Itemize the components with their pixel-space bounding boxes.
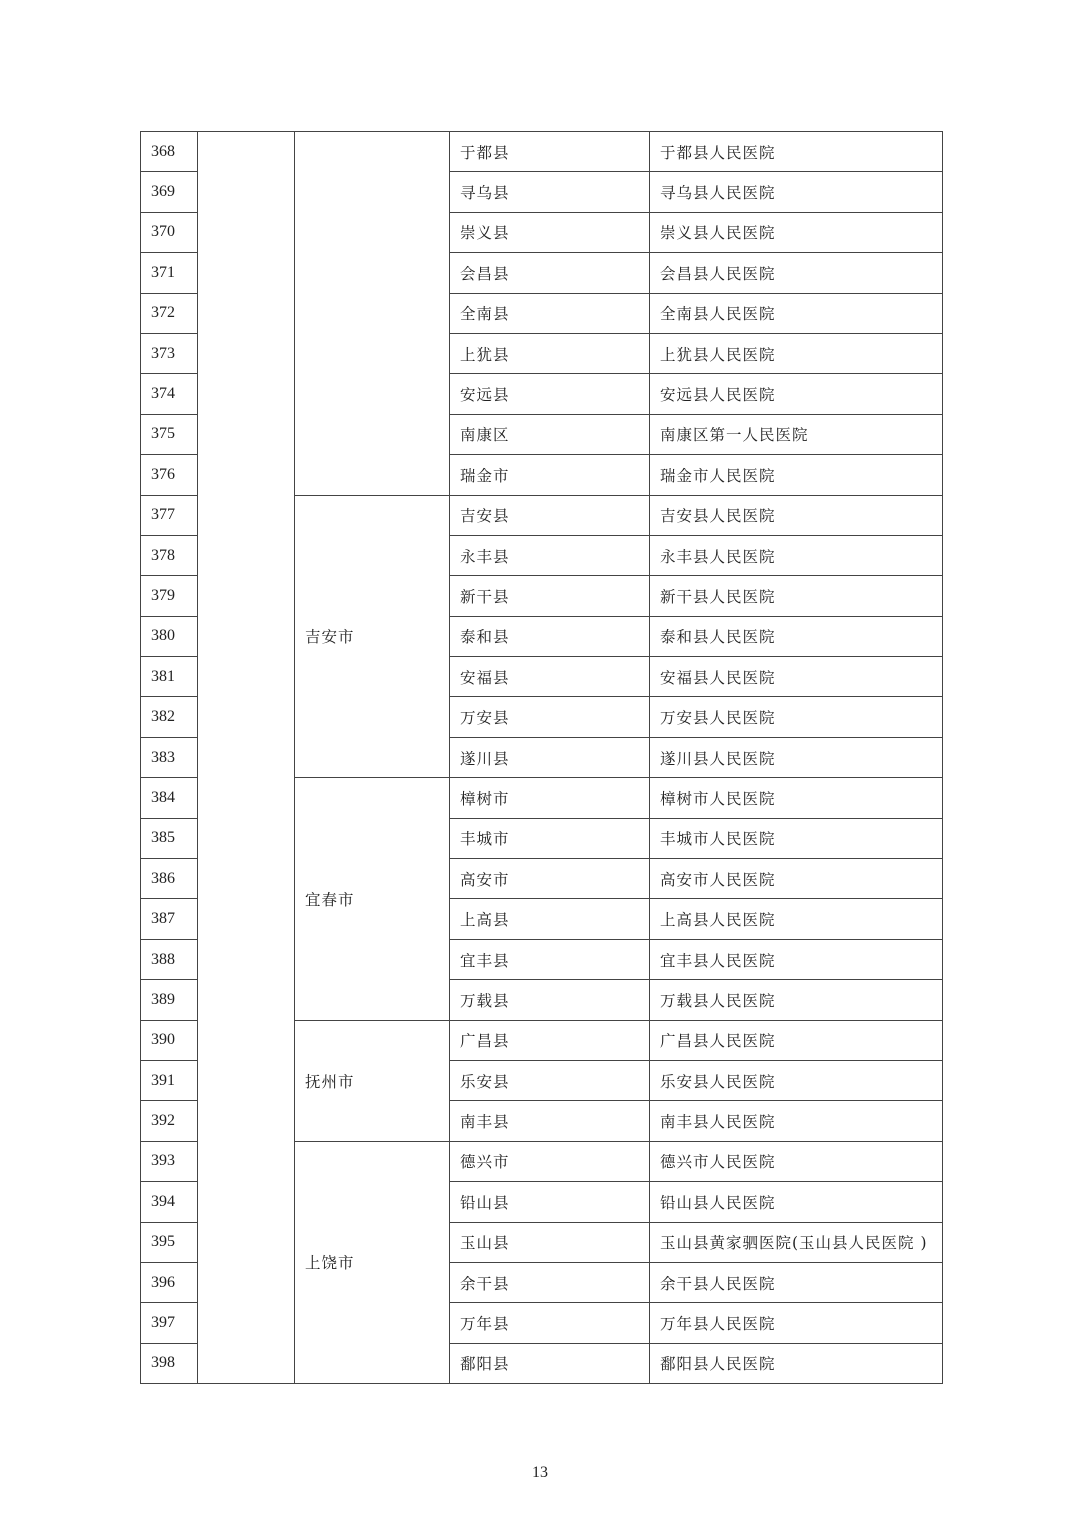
row-number: 398 <box>141 1343 198 1383</box>
row-number: 377 <box>141 495 198 535</box>
county-cell: 安远县 <box>450 374 650 414</box>
county-cell: 鄱阳县 <box>450 1343 650 1383</box>
county-cell: 于都县 <box>450 132 650 172</box>
hospital-table <box>140 131 943 1384</box>
hospital-cell: 南丰县人民医院 <box>650 1101 943 1141</box>
hospital-cell: 玉山县黄家驷医院(玉山县人民医院 ) <box>650 1222 943 1262</box>
row-number: 389 <box>141 980 198 1020</box>
city-cell <box>295 132 450 496</box>
county-cell: 丰城市 <box>450 818 650 858</box>
hospital-cell: 余干县人民医院 <box>650 1262 943 1302</box>
county-cell: 永丰县 <box>450 535 650 575</box>
row-number: 372 <box>141 293 198 333</box>
hospital-cell: 安远县人民医院 <box>650 374 943 414</box>
row-number: 385 <box>141 818 198 858</box>
row-number: 390 <box>141 1020 198 1060</box>
row-number: 393 <box>141 1141 198 1181</box>
county-cell: 上犹县 <box>450 333 650 373</box>
hospital-cell: 高安市人民医院 <box>650 859 943 899</box>
county-cell: 寻乌县 <box>450 172 650 212</box>
row-number: 374 <box>141 374 198 414</box>
hospital-cell: 广昌县人民医院 <box>650 1020 943 1060</box>
hospital-cell: 瑞金市人民医院 <box>650 455 943 495</box>
row-number: 388 <box>141 939 198 979</box>
row-number: 397 <box>141 1303 198 1343</box>
province-cell <box>198 132 295 1384</box>
city-cell: 上饶市 <box>295 1141 450 1383</box>
hospital-cell: 铅山县人民医院 <box>650 1182 943 1222</box>
county-cell: 会昌县 <box>450 253 650 293</box>
hospital-cell: 全南县人民医院 <box>650 293 943 333</box>
row-number: 370 <box>141 212 198 252</box>
hospital-cell: 樟树市人民医院 <box>650 778 943 818</box>
row-number: 387 <box>141 899 198 939</box>
county-cell: 安福县 <box>450 657 650 697</box>
county-cell: 樟树市 <box>450 778 650 818</box>
row-number: 386 <box>141 859 198 899</box>
county-cell: 玉山县 <box>450 1222 650 1262</box>
hospital-cell: 崇义县人民医院 <box>650 212 943 252</box>
county-cell: 万年县 <box>450 1303 650 1343</box>
row-number: 378 <box>141 535 198 575</box>
county-cell: 南康区 <box>450 414 650 454</box>
hospital-cell: 新干县人民医院 <box>650 576 943 616</box>
hospital-cell: 万安县人民医院 <box>650 697 943 737</box>
hospital-cell: 安福县人民医院 <box>650 657 943 697</box>
hospital-cell: 南康区第一人民医院 <box>650 414 943 454</box>
row-number: 376 <box>141 455 198 495</box>
county-cell: 吉安县 <box>450 495 650 535</box>
hospital-cell: 宜丰县人民医院 <box>650 939 943 979</box>
row-number: 371 <box>141 253 198 293</box>
county-cell: 乐安县 <box>450 1060 650 1100</box>
county-cell: 上高县 <box>450 899 650 939</box>
row-number: 383 <box>141 737 198 777</box>
county-cell: 全南县 <box>450 293 650 333</box>
hospital-cell: 吉安县人民医院 <box>650 495 943 535</box>
hospital-cell: 上犹县人民医院 <box>650 333 943 373</box>
county-cell: 崇义县 <box>450 212 650 252</box>
hospital-cell: 乐安县人民医院 <box>650 1060 943 1100</box>
row-number: 396 <box>141 1262 198 1302</box>
row-number: 373 <box>141 333 198 373</box>
hospital-cell: 永丰县人民医院 <box>650 535 943 575</box>
county-cell: 新干县 <box>450 576 650 616</box>
row-number: 380 <box>141 616 198 656</box>
row-number: 395 <box>141 1222 198 1262</box>
row-number: 382 <box>141 697 198 737</box>
hospital-cell: 泰和县人民医院 <box>650 616 943 656</box>
row-number: 392 <box>141 1101 198 1141</box>
hospital-cell: 万年县人民医院 <box>650 1303 943 1343</box>
county-cell: 泰和县 <box>450 616 650 656</box>
hospital-cell: 会昌县人民医院 <box>650 253 943 293</box>
row-number: 381 <box>141 657 198 697</box>
row-number: 375 <box>141 414 198 454</box>
county-cell: 遂川县 <box>450 737 650 777</box>
city-cell: 抚州市 <box>295 1020 450 1141</box>
hospital-cell: 于都县人民医院 <box>650 132 943 172</box>
county-cell: 余干县 <box>450 1262 650 1302</box>
hospital-cell: 寻乌县人民医院 <box>650 172 943 212</box>
county-cell: 德兴市 <box>450 1141 650 1181</box>
county-cell: 万安县 <box>450 697 650 737</box>
county-cell: 宜丰县 <box>450 939 650 979</box>
county-cell: 铅山县 <box>450 1182 650 1222</box>
county-cell: 万载县 <box>450 980 650 1020</box>
row-number: 379 <box>141 576 198 616</box>
row-number: 391 <box>141 1060 198 1100</box>
row-number: 394 <box>141 1182 198 1222</box>
city-cell: 宜春市 <box>295 778 450 1020</box>
table-row <box>141 132 943 172</box>
hospital-cell: 上高县人民医院 <box>650 899 943 939</box>
hospital-cell: 万载县人民医院 <box>650 980 943 1020</box>
hospital-cell: 遂川县人民医院 <box>650 737 943 777</box>
city-cell: 吉安市 <box>295 495 450 778</box>
county-cell: 瑞金市 <box>450 455 650 495</box>
row-number: 368 <box>141 132 198 172</box>
hospital-cell: 德兴市人民医院 <box>650 1141 943 1181</box>
hospital-cell: 鄱阳县人民医院 <box>650 1343 943 1383</box>
row-number: 384 <box>141 778 198 818</box>
page-number: 13 <box>532 1464 548 1481</box>
hospital-cell: 丰城市人民医院 <box>650 818 943 858</box>
county-cell: 南丰县 <box>450 1101 650 1141</box>
county-cell: 广昌县 <box>450 1020 650 1060</box>
county-cell: 高安市 <box>450 859 650 899</box>
row-number: 369 <box>141 172 198 212</box>
